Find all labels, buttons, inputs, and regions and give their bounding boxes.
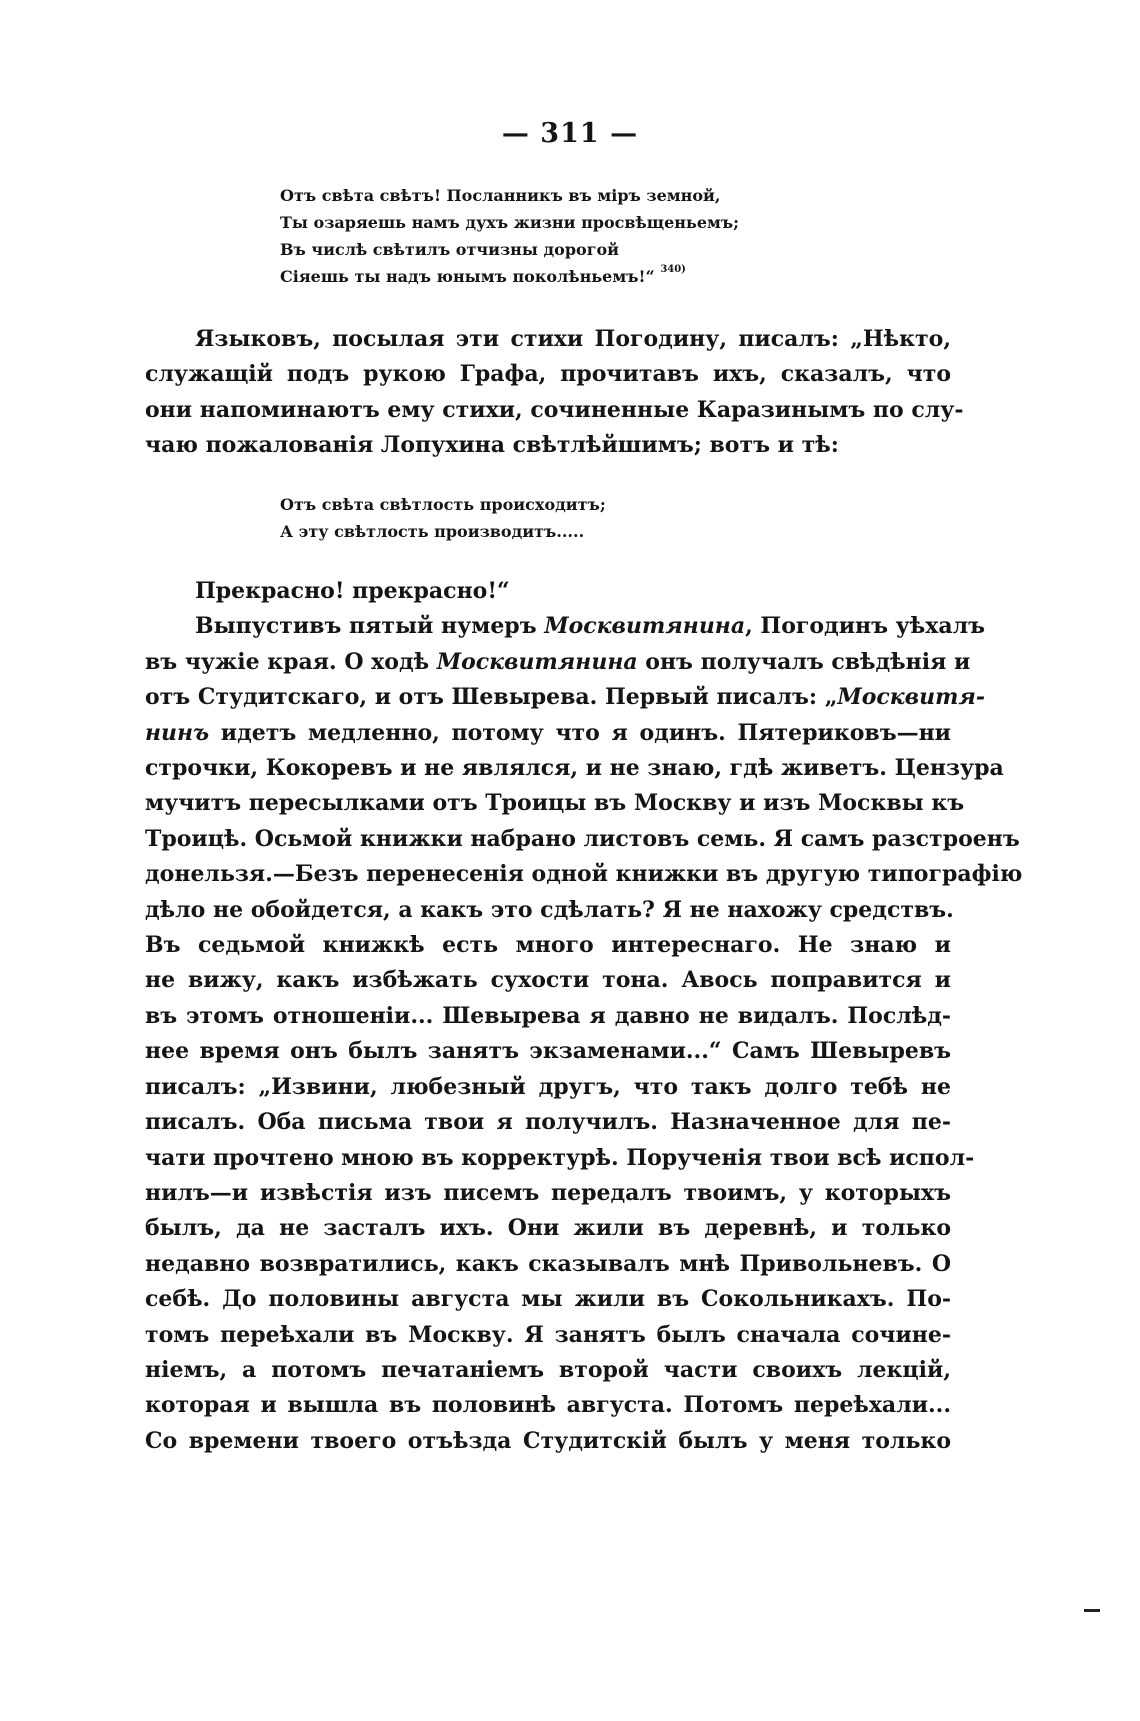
journal-title: Москвитянина xyxy=(544,613,746,640)
text-line: Троицѣ. Осьмой книжки набрано листовъ семь. Я самъ разстроенъ xyxy=(145,825,1020,852)
text-line: мучитъ пересылками отъ Троицы въ Москву и изъ Москвы къ xyxy=(145,790,965,817)
text-line: писалъ: „Извини, любезный другъ, что такъ долго тебѣ не xyxy=(145,1073,951,1100)
text-segment: онъ получалъ свѣдѣнія и xyxy=(637,648,971,675)
journal-title: нинъ xyxy=(145,719,210,746)
verse-line: Ты озаряешь намъ духъ жизни просвѣщеньемъ; xyxy=(280,213,740,232)
text-line: Прекрасно! прекрасно!“ xyxy=(195,578,510,604)
text-line: нилъ—и извѣстія изъ писемъ передалъ твоимъ, у которыхъ xyxy=(145,1179,951,1206)
verse-quote-2 xyxy=(280,491,606,545)
text-line: служащій подъ рукою Графа, прочитавъ ихъ, сказалъ, что xyxy=(145,361,951,388)
text-line: чаю пожалованія Лопухина свѣтлѣйшимъ; вотъ и тѣ: xyxy=(145,432,839,459)
text-line: они напоминаютъ ему стихи, сочиненные Каразинымъ по слу- xyxy=(145,396,964,423)
text-line: Со времени твоего отъѣзда Студитскій былъ у меня только xyxy=(145,1427,951,1454)
page-number: — 311 — xyxy=(501,118,639,149)
text-line: себѣ. До половины августа мы жили въ Сокольникахъ. По- xyxy=(145,1286,951,1313)
text-segment: , Погодинъ уѣхалъ xyxy=(745,613,985,640)
text-line xyxy=(145,609,985,644)
text-line xyxy=(145,645,971,680)
text-line: донельзя.—Безъ перенесенія одной книжки въ другую типографію xyxy=(145,861,1023,888)
text-line xyxy=(145,716,951,751)
paragraph-1 xyxy=(145,322,964,464)
verse-line: Отъ свѣта свѣтлость происходитъ; xyxy=(280,495,606,514)
text-line: не вижу, какъ избѣжать сухости тона. Авось поправится и xyxy=(145,967,951,994)
paragraph-2 xyxy=(145,574,1023,1459)
verse-line: А эту свѣтлость производитъ..... xyxy=(280,522,585,541)
journal-title: Москвитя- xyxy=(837,684,986,711)
text-segment: отъ Студитскаго, и отъ Шевырева. Первый писалъ: „ xyxy=(145,684,838,711)
verse-line-text: Сіяешь ты надъ юнымъ поколѣньемъ!“ xyxy=(280,267,655,286)
text-line: которая и вышла въ половинѣ августа. Потомъ переѣхали... xyxy=(145,1392,951,1419)
text-line: строчки, Кокоревъ и не являлся, и не знаю, гдѣ живетъ. Цензура xyxy=(145,755,1004,782)
text-line: чати прочтено мною въ корректурѣ. Порученія твои всѣ испол- xyxy=(145,1144,975,1171)
margin-mark xyxy=(1084,1609,1100,1612)
text-line: недавно возвратились, какъ сказывалъ мнѣ Привольневъ. О xyxy=(145,1250,951,1277)
text-line: нее время онъ былъ занятъ экзаменами...“ Самъ Шевыревъ xyxy=(145,1038,951,1065)
text-line: былъ, да не засталъ ихъ. Они жили въ деревнѣ, и только xyxy=(145,1215,951,1242)
text-line: въ этомъ отношеніи... Шевырева я давно не видалъ. Послѣд- xyxy=(145,1002,951,1029)
journal-title: Москвитянина xyxy=(436,648,638,675)
text-line: Въ седьмой книжкѣ есть много интереснаго. Не знаю и xyxy=(145,932,951,959)
text-segment: Выпустивъ пятый нумеръ xyxy=(195,613,545,640)
text-line: писалъ. Оба письма твои я получилъ. Назначенное для пе- xyxy=(145,1109,951,1136)
verse-line: Въ числѣ свѣтилъ отчизны дорогой xyxy=(280,240,620,259)
footnote-ref: 340) xyxy=(660,264,686,275)
text-segment: въ чужіе края. О ходѣ xyxy=(145,648,437,675)
text-line: Языковъ, посылая эти стихи Погодину, писалъ: „Нѣкто, xyxy=(195,326,951,352)
verse-line: Отъ свѣта свѣтъ! Посланникъ въ міръ земной, xyxy=(280,186,721,205)
text-line xyxy=(145,680,986,715)
text-segment: идетъ медленно, потому что я одинъ. Пятериковъ—ни xyxy=(209,719,951,746)
text-line: дѣло не обойдется, а какъ это сдѣлать? Я не нахожу средствъ. xyxy=(145,896,954,923)
verse-line xyxy=(280,263,739,290)
text-line: томъ переѣхали въ Москву. Я занятъ былъ сначала сочине- xyxy=(145,1321,951,1348)
text-line: ніемъ, а потомъ печатаніемъ второй части своихъ лекцій, xyxy=(145,1356,951,1383)
verse-quote-1 xyxy=(280,182,739,290)
